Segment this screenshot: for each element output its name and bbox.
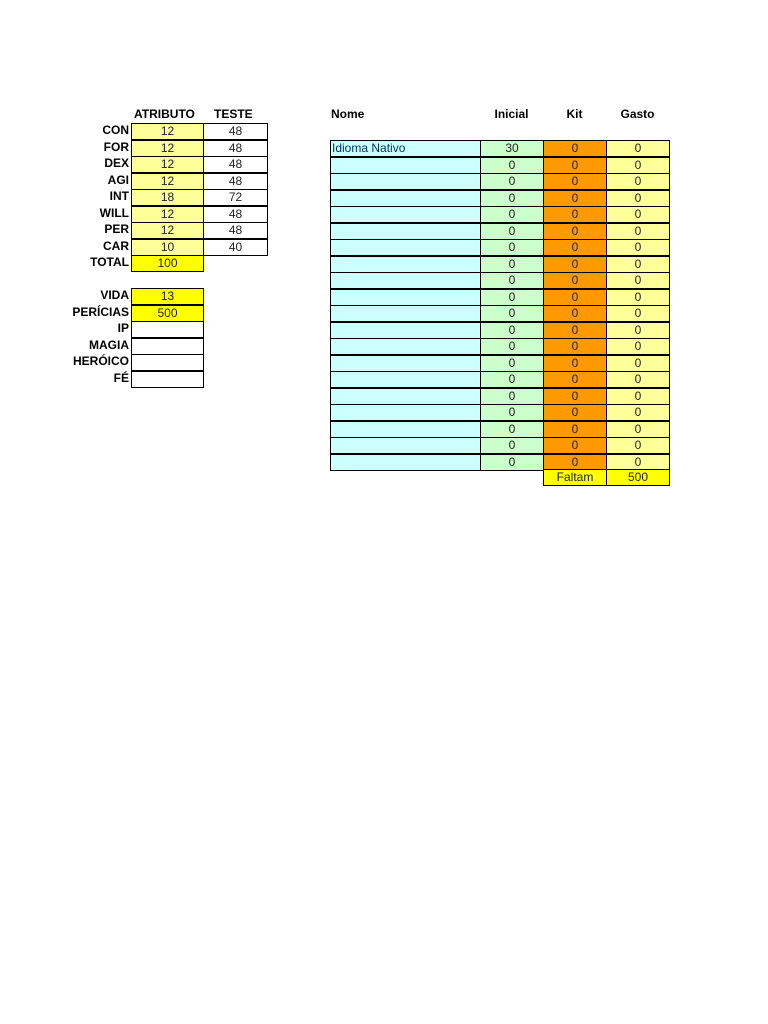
attribute-test-cell[interactable]: 48 [203,222,268,239]
attribute-value-cell[interactable]: 12 [131,206,204,223]
skill-kit-cell[interactable]: 0 [543,223,607,240]
stat-label: VIDA [100,288,129,302]
total-value-cell[interactable]: 100 [131,255,204,272]
attribute-value-cell[interactable]: 12 [131,173,204,190]
stat-label: FÉ [113,370,129,385]
attribute-value-cell[interactable]: 12 [131,222,204,239]
attribute-value-cell[interactable]: 18 [131,189,204,206]
skill-kit-cell[interactable]: 0 [543,289,607,306]
attribute-label: WILL [99,205,129,220]
skill-name-cell[interactable]: Idioma Nativo [330,140,481,157]
attribute-value-cell[interactable]: 12 [131,156,204,173]
skill-kit-cell[interactable]: 0 [543,437,607,454]
stat-label: HERÓICO [72,354,129,368]
skill-gasto-cell[interactable]: 0 [606,454,670,471]
skill-name-cell[interactable] [330,272,481,289]
skill-name-cell[interactable] [330,305,481,322]
skill-name-cell[interactable] [330,388,481,405]
skill-gasto-cell[interactable]: 0 [606,338,670,355]
skill-kit-cell[interactable]: 0 [543,388,607,405]
skill-kit-cell[interactable]: 0 [543,272,607,289]
skill-inicial-cell[interactable]: 0 [480,223,544,240]
attribute-test-cell[interactable]: 72 [203,189,268,206]
attribute-test-cell[interactable]: 40 [203,239,268,256]
skill-gasto-cell[interactable]: 0 [606,272,670,289]
skill-gasto-cell[interactable]: 0 [606,355,670,372]
skill-gasto-cell[interactable]: 0 [606,173,670,190]
faltam-label-cell: Faltam [543,469,607,486]
stat-label: MAGIA [89,337,129,352]
skill-gasto-cell[interactable]: 0 [606,239,670,256]
attribute-value-cell[interactable]: 12 [131,123,204,140]
attribute-test-cell[interactable]: 48 [203,173,268,190]
skill-inicial-cell[interactable]: 0 [480,421,544,438]
skill-inicial-cell[interactable]: 30 [480,140,544,157]
skill-kit-cell[interactable]: 0 [543,404,607,421]
skill-name-cell[interactable] [330,190,481,207]
skill-kit-cell[interactable]: 0 [543,355,607,372]
inicial-header: Inicial [494,107,529,121]
stat-label: PERÍCIAS [72,304,129,319]
skill-inicial-cell[interactable]: 0 [480,322,544,339]
skill-kit-cell[interactable]: 0 [543,454,607,471]
skill-gasto-cell[interactable]: 0 [606,421,670,438]
stat-value-cell[interactable] [131,354,204,371]
skill-kit-cell[interactable]: 0 [543,239,607,256]
skill-inicial-cell[interactable]: 0 [480,404,544,421]
skill-name-cell[interactable] [330,437,481,454]
attribute-test-cell[interactable]: 48 [203,156,268,173]
faltam-value-cell[interactable]: 500 [606,469,670,486]
skill-gasto-cell[interactable]: 0 [606,223,670,240]
skill-kit-cell[interactable]: 0 [543,305,607,322]
nome-header: Nome [331,107,365,121]
skill-name-cell[interactable] [330,338,481,355]
skill-name-cell[interactable] [330,206,481,223]
skill-gasto-cell[interactable]: 0 [606,289,670,306]
skill-gasto-cell[interactable]: 0 [606,437,670,454]
skill-gasto-cell[interactable]: 0 [606,305,670,322]
stat-value-cell[interactable] [131,371,204,388]
skill-gasto-cell[interactable]: 0 [606,388,670,405]
skill-kit-cell[interactable]: 0 [543,157,607,174]
skill-name-cell[interactable] [330,454,481,471]
skill-gasto-cell[interactable]: 0 [606,322,670,339]
skill-inicial-cell[interactable]: 0 [480,454,544,471]
attribute-test-cell[interactable]: 48 [203,140,268,157]
skill-gasto-cell[interactable]: 0 [606,157,670,174]
stat-value-cell[interactable]: 13 [131,288,204,305]
skill-gasto-cell[interactable]: 0 [606,371,670,388]
skill-kit-cell[interactable]: 0 [543,338,607,355]
attribute-label: PER [104,222,129,236]
skill-inicial-cell[interactable]: 0 [480,305,544,322]
attribute-label: FOR [103,139,129,154]
skill-inicial-cell[interactable]: 0 [480,355,544,372]
skill-name-cell[interactable] [330,404,481,421]
skill-name-cell[interactable] [330,239,481,256]
skill-name-cell[interactable] [330,173,481,190]
attribute-value-cell[interactable]: 12 [131,140,204,157]
gasto-header: Gasto [620,107,655,121]
skill-kit-cell[interactable]: 0 [543,322,607,339]
attribute-label: CAR [103,238,129,253]
skill-kit-cell[interactable]: 0 [543,173,607,190]
skill-kit-cell[interactable]: 0 [543,256,607,273]
skill-inicial-cell[interactable]: 0 [480,272,544,289]
stat-value-cell[interactable] [131,321,204,338]
skill-inicial-cell[interactable]: 0 [480,256,544,273]
skill-name-cell[interactable] [330,355,481,372]
skill-kit-cell[interactable]: 0 [543,190,607,207]
stat-label: IP [117,321,129,335]
skill-name-cell[interactable] [330,256,481,273]
skill-kit-cell[interactable]: 0 [543,421,607,438]
attribute-label: AGI [107,172,129,187]
skill-inicial-cell[interactable]: 0 [480,190,544,207]
stat-value-cell[interactable] [131,338,204,355]
attribute-test-cell[interactable]: 48 [203,123,268,140]
skill-inicial-cell[interactable]: 0 [480,338,544,355]
attribute-value-cell[interactable]: 10 [131,239,204,256]
skill-inicial-cell[interactable]: 0 [480,239,544,256]
skill-inicial-cell[interactable]: 0 [480,371,544,388]
attribute-label: DEX [104,156,129,170]
attribute-label: INT [109,189,129,203]
skill-kit-cell[interactable]: 0 [543,371,607,388]
teste-header: TESTE [214,107,253,121]
skill-inicial-cell[interactable]: 0 [480,173,544,190]
skill-name-cell[interactable] [330,289,481,306]
skill-kit-cell[interactable]: 0 [543,140,607,157]
skill-name-cell[interactable] [330,322,481,339]
skill-inicial-cell[interactable]: 0 [480,388,544,405]
skill-kit-cell[interactable]: 0 [543,206,607,223]
skill-inicial-cell[interactable]: 0 [480,206,544,223]
stat-value-cell[interactable]: 500 [131,305,204,322]
skill-gasto-cell[interactable]: 0 [606,140,670,157]
skill-name-cell[interactable] [330,371,481,388]
total-label: TOTAL [90,255,129,269]
skill-gasto-cell[interactable]: 0 [606,206,670,223]
skill-gasto-cell[interactable]: 0 [606,404,670,421]
kit-header: Kit [566,107,583,121]
skill-gasto-cell[interactable]: 0 [606,256,670,273]
attribute-label: CON [102,123,129,137]
skill-inicial-cell[interactable]: 0 [480,437,544,454]
attribute-test-cell[interactable]: 48 [203,206,268,223]
skill-name-cell[interactable] [330,157,481,174]
skill-name-cell[interactable] [330,421,481,438]
skill-inicial-cell[interactable]: 0 [480,157,544,174]
skill-name-cell[interactable] [330,223,481,240]
skill-inicial-cell[interactable]: 0 [480,289,544,306]
skill-gasto-cell[interactable]: 0 [606,190,670,207]
atributo-header: ATRIBUTO [134,107,195,121]
